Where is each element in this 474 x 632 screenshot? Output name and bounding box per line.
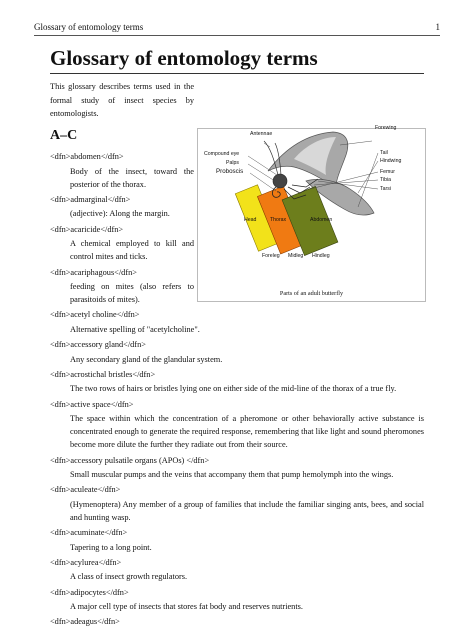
glossary-entry (50, 308, 424, 338)
title-rule (50, 73, 424, 74)
glossary-definition: (adjective): Along the margin. (70, 209, 170, 219)
section-heading: A–C (50, 128, 78, 143)
glossary-entry (50, 338, 424, 368)
label-tail: Tail (380, 150, 388, 156)
glossary-term: <dfn>acuminate</dfn> (50, 528, 128, 538)
glossary-definition: Any secondary gland of the glandular system. (70, 354, 223, 364)
glossary-term: <dfn>acariphagous</dfn> (50, 267, 137, 277)
running-head (34, 22, 440, 36)
figure-caption: Parts of an adult butterfly (279, 290, 344, 297)
label-foreleg: Foreleg (262, 253, 280, 259)
glossary-term: <dfn>acetyl choline</dfn> (50, 310, 140, 320)
glossary-entry (50, 368, 424, 398)
glossary-term: <dfn>adipocytes</dfn> (50, 587, 129, 597)
glossary-definition: Tapering to a long point. (70, 542, 152, 552)
glossary-definition: The space within which the concentration of a pheromone or other behaviorally active substance is concentrated enough to generate the required response, remembering that like light and sound pheromones become more dilute the further they radiate out from their source. (70, 414, 424, 450)
glossary-term: <dfn>aculeate</dfn> (50, 485, 121, 495)
glossary-entry (50, 193, 424, 223)
glossary-entry (50, 586, 424, 616)
glossary-definition: A class of insect growth regulators. (70, 572, 188, 582)
glossary-term: <dfn>abdomen</dfn> (50, 152, 124, 161)
label-femur: Femur (380, 169, 395, 175)
label-proboscis: Proboscis (216, 168, 244, 175)
glossary-term: <dfn>accessory gland</dfn> (50, 340, 146, 350)
page-title: Glossary of entomology terms (50, 46, 318, 70)
glossary-definition: Body of the insect, toward the posterior of the thorax. (70, 166, 194, 189)
label-abdomen: Abdomen (310, 217, 333, 223)
intro-paragraph: This glossary describes terms used in the formal study of insect species by entomologists. (50, 82, 194, 118)
glossary-definition: Alternative spelling of "acetylcholine". (70, 324, 200, 334)
label-forewing: Forewing (375, 125, 397, 131)
glossary-term: <dfn>acaricide</dfn> (50, 224, 124, 234)
glossary-definition: Small muscular pumps and the veins that accompany them that pump hemolymph into the wings. (70, 470, 394, 480)
label-thorax: Thorax (270, 217, 287, 223)
glossary-entry (50, 266, 424, 309)
glossary-definition: feeding on mites (also refers to parasitoids of mites). (70, 282, 194, 305)
glossary-entries (50, 150, 424, 630)
label-midleg: Midleg (288, 253, 304, 259)
glossary-entry (50, 556, 424, 586)
running-head-title: Glossary of entomology terms (34, 22, 144, 32)
glossary-term: <dfn>acrostichal bristles</dfn> (50, 369, 156, 379)
label-head: Head (244, 217, 257, 223)
glossary-definition: A chemical employed to kill and control mites and ticks. (70, 239, 194, 262)
glossary-entry (50, 398, 424, 454)
glossary-definition: (Hymenoptera) Any member of a group of families that include the familiar singing ants, bees, and social and hunting wasp. (70, 499, 424, 523)
glossary-term: <dfn>accessory pulsatile organs (APOs) </dfn> (50, 455, 210, 465)
glossary-term: <dfn>acylurea</dfn> (50, 557, 122, 567)
label-tibia: Tibia (380, 177, 392, 183)
glossary-entry (50, 454, 424, 484)
glossary-entry (50, 615, 424, 630)
label-palps: Palps (226, 160, 239, 166)
glossary-definition: A major cell type of insects that stores fat body and reserves nutrients. (70, 602, 303, 612)
glossary-entry (50, 150, 424, 193)
glossary-entry (50, 223, 424, 266)
label-compound-eye: Compound eye (204, 151, 240, 157)
label-antennae: Antennae (250, 131, 273, 137)
glossary-entry (50, 526, 424, 556)
label-hindwing: Hindwing (380, 158, 402, 164)
glossary-term: <dfn>active space</dfn> (50, 399, 134, 409)
glossary-entry (50, 483, 424, 526)
label-tarsi: Tarsi (380, 186, 391, 192)
header-rule (34, 35, 440, 36)
glossary-term: <dfn>adeagus</dfn> (50, 617, 120, 627)
page-number: 1 (435, 22, 440, 32)
label-hindleg: Hindleg (312, 253, 330, 259)
glossary-term: <dfn>admarginal</dfn> (50, 194, 131, 204)
glossary-definition: The two rows of hairs or bristles lying one on either side of the mid-line of the thorax of a true fly. (70, 384, 397, 394)
